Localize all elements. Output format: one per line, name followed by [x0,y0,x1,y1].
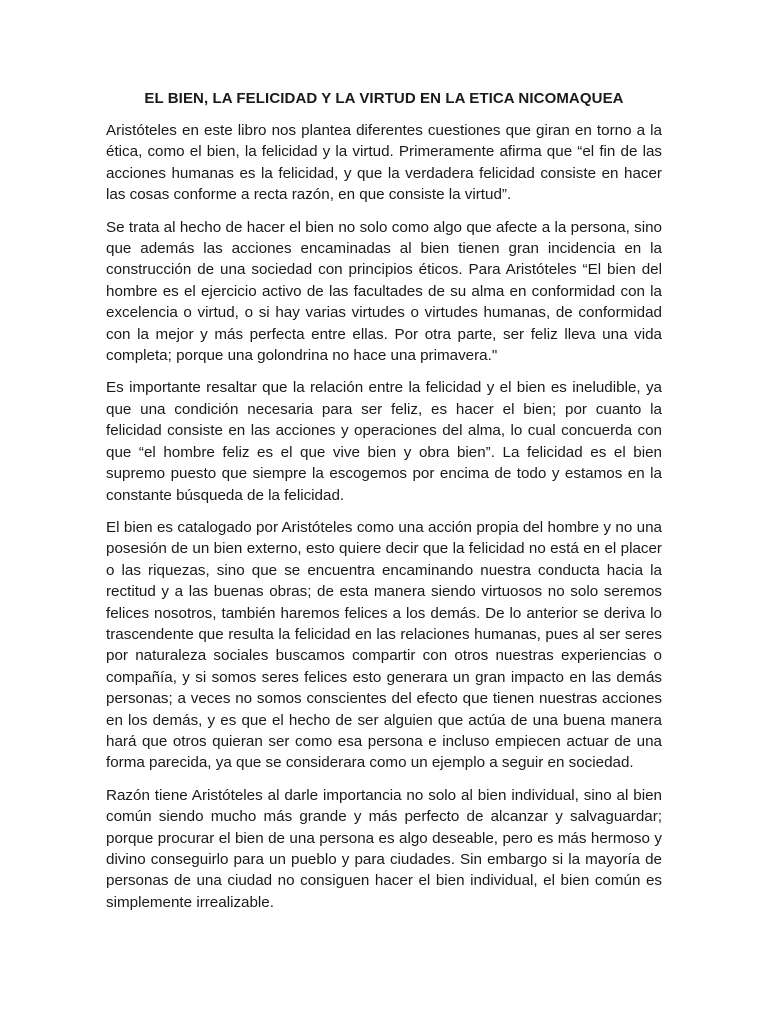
document-title: EL BIEN, LA FELICIDAD Y LA VIRTUD EN LA ETICA NICOMAQUEA [144,90,624,107]
paragraph-2: Se trata al hecho de hacer el bien no solo como algo que afecte a la persona, sino que además las acciones encaminadas al bien tienen gran incidencia en la construcción de una sociedad con principios éticos. Para Aristóteles “El bien del hombre es el ejercicio activo de las facultades de su alma en conformidad con la excelencia o virtud, o si hay varias virtudes o virtudes humanas, de conformidad con la mejor y más perfecta entre ellas. Por otra parte, ser feliz lleva una vida completa; porque una golondrina no hace una primavera." [106,218,662,365]
paragraph-3: Es importante resaltar que la relación entre la felicidad y el bien es ineludible, ya que una condición necesaria para ser feliz, es hacer el bien; por cuanto la felicidad consiste en las acciones y operaciones del alma, lo cual concuerda con que “el hombre feliz es el que vive bien y obra bien”. La felicidad es el bien supremo puesto que siempre la escogemos por encima de todo y estamos en la constante búsqueda de la felicidad. [106,379,662,504]
paragraph-5: Razón tiene Aristóteles al darle importancia no solo al bien individual, sino al bien común siendo mucho más grande y más perfecto de alcanzar y salvaguardar; porque procurar el bien de una persona es algo deseable, pero es más hermoso y divino conseguirlo para un pueblo y para ciudades. Sin embargo si la mayoría de personas de una ciudad no consiguen hacer el bien individual, el bien común es simplemente irrealizable. [106,786,662,911]
document-page [106,88,662,924]
paragraph-4: El bien es catalogado por Aristóteles como una acción propia del hombre y no una posesión de un bien externo, esto quiere decir que la felicidad no está en el placer o las riquezas, sino que se encuentra encaminando nuestra conducta hacia la rectitud y a las buenas obras; de esta manera siendo virtuosos no solo seremos felices nosotros, también haremos felices a los demás. De lo anterior se deriva lo trascendente que resulta la felicidad en las relaciones humanas, pues al ser seres por naturaleza sociales buscamos compartir con otros nuestras experiencias o compañía, y si somos seres felices esto generara un gran impacto en las demás personas; a veces no somos conscientes del efecto que tienen nuestras acciones en los demás, y es que el hecho de ser alguien que actúa de una buena manera hará que otros quieran ser como esa persona e incluso empiecen actuar de una forma parecida, ya que se considerara como un ejemplo a seguir en sociedad. [106,518,662,772]
paragraph-1: Aristóteles en este libro nos plantea diferentes cuestiones que giran en torno a la ética, como el bien, la felicidad y la virtud. Primeramente afirma que “el fin de las acciones humanas es la felicidad, y que la verdadera felicidad consiste en hacer las cosas conforme a recta razón, en que consiste la virtud”. [106,122,662,204]
